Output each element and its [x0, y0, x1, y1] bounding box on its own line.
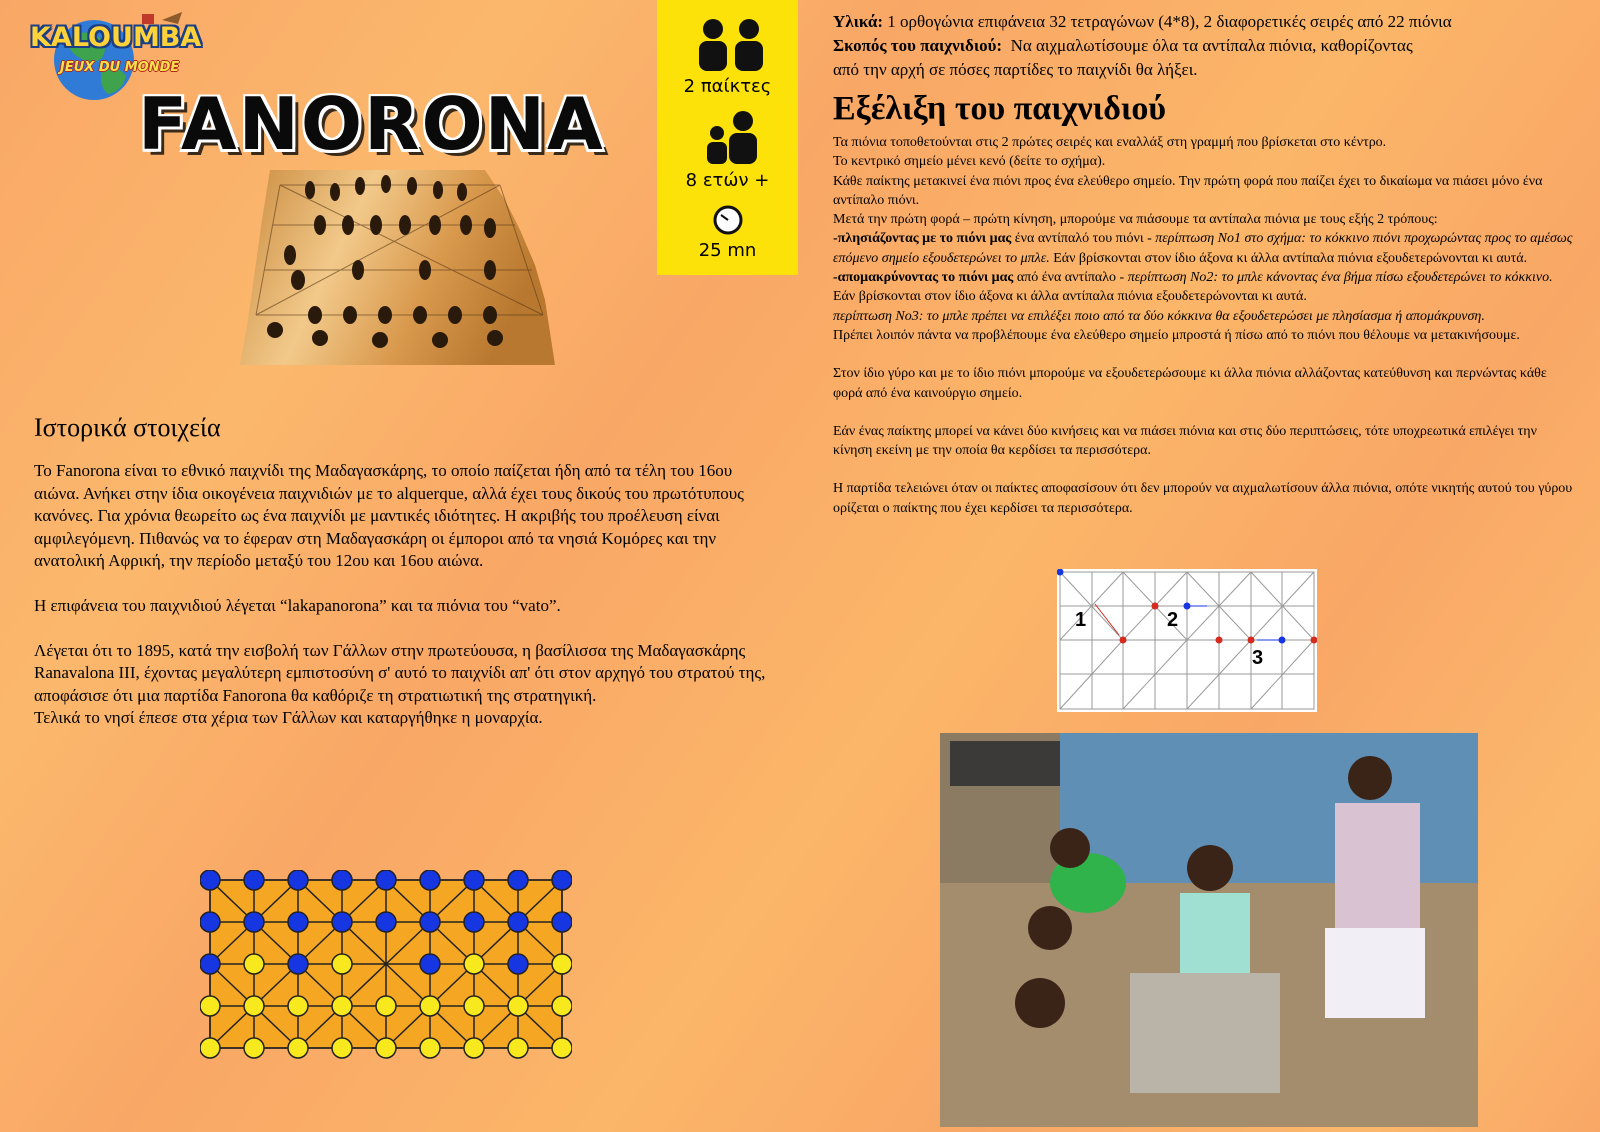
two-players-icon — [696, 18, 766, 73]
diagram-label-2: 2 — [1167, 609, 1179, 631]
blue-piece — [552, 870, 572, 890]
diagram-label-1: 1 — [1075, 609, 1087, 631]
withdraw-text: από ένα αντίπαλο - — [1013, 270, 1128, 286]
starting-position-board — [200, 870, 572, 1080]
approach-bold: -πλησιάζοντας με το πιόνι μας — [833, 231, 1012, 247]
evolution-p2: Το κεντρικό σημείο μένει κενό (δείτε το σχήμα). — [833, 154, 1106, 170]
withdraw-paragraph — [833, 268, 1573, 307]
yellow-piece — [200, 996, 220, 1016]
duration-label: 25 mn — [698, 240, 757, 261]
logo-tagline: JEUX DU MONDE — [60, 60, 180, 75]
evolution-p1: Τα πιόνια τοποθετούνται στις 2 πρώτες σειρές και εναλλάξ στη γραμμή που βρίσκεται στο κέντρο. — [833, 135, 1387, 150]
diagram-label-3: 3 — [1252, 647, 1264, 669]
history-p1: Το Fanorona είναι το εθνικό παιχνίδι της Μαδαγασκάρης, το οποίο παίζεται ήδη από τα τέλη του 16ου αιώνα. Ανήκει στην ίδια οικογένεια παιχνιδιών με το alquerque, αλλά έχει τους δικούς του πρωτότυπους κανόνες. Για χρόνια θεωρείτο ως ένα παιχνίδι με μαντικές ιδιότητες. Η ακριβής του προέλευση είναι αμφιλεγόμενη. Πιθανώς να το έφεραν στη Μαδαγασκάρη οι έμποροι από τα νησιά Κομόρες και την ανατολική Αφρική, την περίοδο μεταξύ του 12ου και 16ου αιώνα. — [34, 461, 744, 571]
approach-text: ένα αντίπαλό του πιόνι - — [1011, 231, 1156, 247]
yellow-piece — [288, 996, 308, 1016]
blue-piece — [508, 954, 528, 974]
evolution-p5: Πρέπει λοιπόν πάντα να προβλέπουμε ένα ελεύθερο σημείο μπροστά ή πίσω από το πιόνι που θέλουμε να μετακινήσουμε. — [833, 327, 1520, 343]
blue-piece — [244, 912, 264, 932]
evolution-text — [833, 133, 1573, 518]
blue-piece — [552, 912, 572, 932]
history-text — [34, 460, 769, 730]
yellow-piece — [420, 996, 440, 1016]
goal-text-line1: Να αιχμαλωτίσουμε όλα τα αντίπαλα πιόνια, καθορίζοντας — [1010, 36, 1413, 55]
withdraw-italic: περίπτωση No2: το μπλε κάνοντας ένα βήμα πίσω εξουδετερώνει το κόκκινο. — [1127, 270, 1553, 286]
materials-text: 1 ορθογώνια επιφάνεια 32 τετραγώνων (4*8), 2 διαφορετικές σειρές από 22 πιόνια — [887, 12, 1452, 31]
goal-label: Σκοπός του παιχνιδιού: — [833, 36, 1003, 55]
evolution-p7: Εάν ένας παίκτης μπορεί να κάνει δύο κινήσεις και να πιάσει πιόνια και στις δύο περιπτώσεις, τότε υποχρεωτικά επιλέγει την κίνηση εκείνη με την οποία θα κερδίσει τα περισσότερα. — [833, 423, 1537, 459]
yellow-piece — [376, 996, 396, 1016]
materials-label: Υλικά: — [833, 12, 883, 31]
materials-goal-block — [833, 10, 1573, 82]
page-title: FANORONA — [138, 82, 605, 166]
blue-piece — [288, 954, 308, 974]
logo-brand: KALOUMBA — [30, 22, 202, 53]
yellow-piece — [332, 1038, 352, 1058]
yellow-piece — [288, 1038, 308, 1058]
capture-diagram — [1057, 569, 1317, 712]
blue-piece — [288, 870, 308, 890]
evolution-p3: Κάθε παίκτης μετακινεί ένα πιόνι προς ένα ελεύθερο σημείο. Την πρώτη φορά που παίζει έχει το δικαίωμα να πιάσει μόνο ένα αντίπαλο πιόνι. — [833, 173, 1543, 208]
withdraw-end: Εάν βρίσκονται στον ίδιο άξονα κι άλλα αντίπαλα πιόνια εξουδετερώνονται κι αυτά. — [833, 289, 1307, 305]
blue-piece — [288, 912, 308, 932]
history-heading: Ιστορικά στοιχεία — [34, 413, 221, 442]
blue-piece — [508, 870, 528, 890]
yellow-piece — [552, 954, 572, 974]
yellow-piece — [464, 996, 484, 1016]
blue-piece — [420, 912, 440, 932]
yellow-piece — [332, 954, 352, 974]
goal-text-line2: από την αρχή σε πόσες παρτίδες το παιχνίδι θα λήξει. — [833, 60, 1198, 79]
evolution-p8: Η παρτίδα τελειώνει όταν οι παίκτες αποφασίσουν ότι δεν μπορούν να αιχμαλωτίσουν άλλα πιόνια, οπότε νικητής αυτού του γύρου ορίζεται ο παίκτης που έχει κερδίσει τα περισσότερα. — [833, 481, 1573, 516]
evolution-heading: Εξέλιξη του παιχνιδιού — [833, 90, 1167, 127]
yellow-piece — [244, 996, 264, 1016]
yellow-piece — [464, 1038, 484, 1058]
approach-paragraph — [833, 229, 1573, 268]
blue-piece — [200, 954, 220, 974]
blue-piece — [464, 870, 484, 890]
yellow-piece — [552, 996, 572, 1016]
blue-piece — [464, 912, 484, 932]
yellow-piece — [420, 1038, 440, 1058]
blue-piece — [420, 870, 440, 890]
yellow-piece — [464, 954, 484, 974]
yellow-piece — [244, 1038, 264, 1058]
wooden-board-image — [240, 170, 555, 365]
blue-piece — [508, 912, 528, 932]
blue-piece — [332, 912, 352, 932]
blue-piece — [420, 954, 440, 974]
evolution-p6: Στον ίδιο γύρο και με το ίδιο πιόνι μπορούμε να εξουδετερώσουμε κι άλλα πιόνια αλλάζοντας κατεύθυνση και περνώντας κάθε φορά από ένα καινούργιο σημείο. — [833, 366, 1547, 401]
blue-piece — [244, 870, 264, 890]
blue-piece — [200, 912, 220, 932]
history-p4: Τελικά το νησί έπεσε στα χέρια των Γάλλων και καταργήθηκε η μοναρχία. — [34, 708, 543, 728]
yellow-piece — [376, 1038, 396, 1058]
yellow-piece — [332, 996, 352, 1016]
blue-piece — [332, 870, 352, 890]
yellow-piece — [244, 954, 264, 974]
yellow-piece — [200, 1038, 220, 1058]
evolution-p4: Μετά την πρώτη φορά – πρώτη κίνηση, μπορούμε να πιάσουμε τα αντίπαλα πιόνια με τους εξής 2 τρόπους: — [833, 212, 1438, 228]
players-label: 2 παίκτες — [683, 76, 772, 97]
approach-italic: περίπτωση No1 στο σχήμα: το κόκκινο πιόνι προχωρώντας προς το αμέσως επόμενο σημείο εξουδετερώνει το μπλε. — [833, 231, 1573, 266]
case3-italic: περίπτωση No3: το μπλε πρέπει να επιλέξει ποιο από τα δύο κόκκινα θα εξουδετερώσει με πλησίασμα ή απομάκρυνση. — [833, 308, 1485, 324]
blue-piece — [200, 870, 220, 890]
withdraw-bold: -απομακρύνοντας το πιόνι μας — [833, 270, 1014, 286]
age-icon — [705, 110, 761, 165]
yellow-piece — [508, 1038, 528, 1058]
children-playing-photo — [940, 733, 1478, 1127]
yellow-piece — [552, 1038, 572, 1058]
age-label: 8 ετών + — [685, 170, 770, 191]
yellow-piece — [508, 996, 528, 1016]
game-info-box — [657, 0, 798, 275]
history-p2: Η επιφάνεια του παιχνιδιού λέγεται “lakapanorona” και τα πιόνια του “vato”. — [34, 595, 561, 615]
approach-end: Εάν βρίσκονται στον ίδιο άξονα κι άλλα αντίπαλα πιόνια εξουδετερώνονται κι αυτά. — [1049, 250, 1528, 266]
blue-piece — [376, 870, 396, 890]
blue-piece — [376, 912, 396, 932]
history-p3: Λέγεται ότι το 1895, κατά την εισβολή των Γάλλων στην πρωτεύουσα, η βασίλισσα της Μαδαγασκάρης Ranavalona III, έχοντας μεγαλύτερη εμπιστοσύνη σ' αυτό το παιχνίδι απ' ότι στον αρχηγό του στρατού της, αποφάσισε ότι μια παρτίδα Fanorona θα καθόριζε τη στρατιωτική της στρατηγική. — [34, 640, 766, 705]
clock-icon — [712, 204, 744, 236]
